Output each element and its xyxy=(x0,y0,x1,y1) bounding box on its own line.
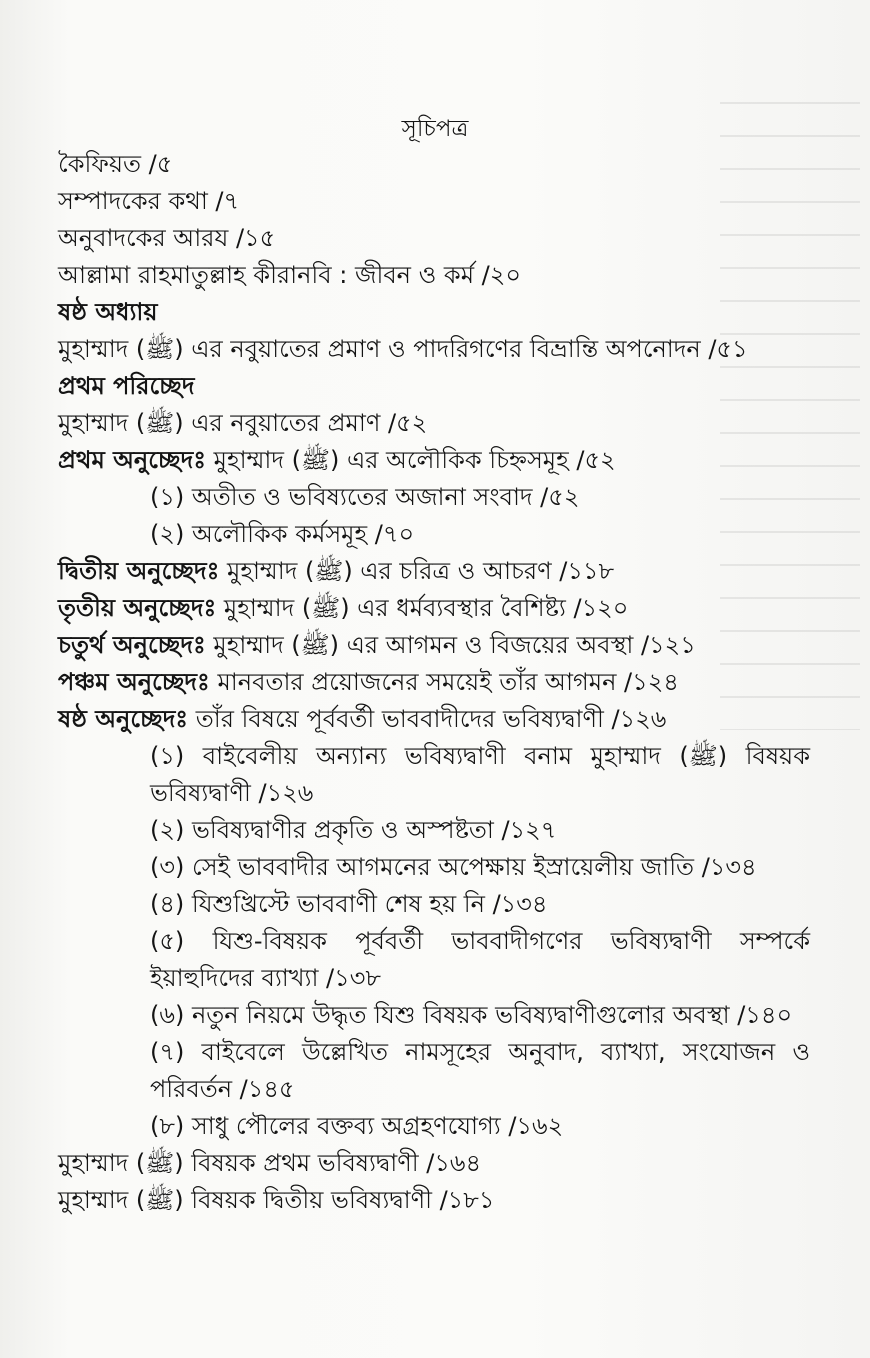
toc-entry xyxy=(150,518,414,550)
toc-entry-text: মুহাম্মাদ (ﷺ) বিষয়ক প্রথম ভবিষ্যদ্বাণী /১৬৪ xyxy=(58,1149,482,1177)
toc-heading xyxy=(58,370,194,402)
toc-entry xyxy=(150,888,547,920)
toc-entry xyxy=(150,851,757,883)
toc-entry xyxy=(58,703,666,735)
toc-entry-label: ষষ্ঠ অনুচ্ছেদঃ xyxy=(58,705,189,733)
toc-entry-text: মুহাম্মাদ (ﷺ) এর অলৌকিক চিহ্নসমূহ /৫২ xyxy=(213,446,616,474)
toc-entry xyxy=(58,666,679,698)
toc-entry xyxy=(150,814,556,846)
toc-entry-label: চতুর্থ অনুচ্ছেদঃ xyxy=(58,631,206,659)
toc-entry-text: মুহাম্মাদ (ﷺ) এর নবুয়াতের প্রমাণ ও পাদরিগণের বিভ্রান্তি অপনোদন /৫১ xyxy=(58,335,748,363)
toc-entry-text: (৮) সাধু পৌলের বক্তব্য অগ্রহণযোগ্য /১৬২ xyxy=(150,1112,564,1140)
toc-entry xyxy=(58,444,616,476)
toc-entry-text: মুহাম্মাদ (ﷺ) এর আগমন ও বিজয়ের অবস্থা /১২১ xyxy=(213,631,696,659)
toc-entry-text: (৭) বাইবেলে উল্লেখিত নামসূহের অনুবাদ, ব্যাখ্যা, সংযোজন ও xyxy=(150,1038,810,1066)
toc-entry-text: (৩) সেই ভাববাদীর আগমনের অপেক্ষায় ইস্রায়েলীয় জাতি /১৩৪ xyxy=(150,853,757,881)
toc-entry-text: তাঁর বিষয়ে পূর্ববর্তী ভাববাদীদের ভবিষ্যদ্বাণী /১২৬ xyxy=(195,705,667,733)
toc-entry-continuation: ভবিষ্যদ্বাণী /১২৬ xyxy=(150,779,314,807)
toc-entry xyxy=(58,407,427,439)
toc-entry-text: মুহাম্মাদ (ﷺ) এর চরিত্র ও আচরণ /১১৮ xyxy=(227,557,615,585)
toc-entry xyxy=(58,185,239,217)
toc-entry xyxy=(58,333,748,365)
toc-entry-text: মুহাম্মাদ (ﷺ) এর নবুয়াতের প্রমাণ /৫২ xyxy=(58,409,428,437)
toc-entry-continuation: ইয়াহুদিদের ব্যাখ্যা /১৩৮ xyxy=(150,964,381,992)
toc-entry-text: মুহাম্মাদ (ﷺ) বিষয়ক দ্বিতীয় ভবিষ্যদ্বাণী /১৮১ xyxy=(58,1186,495,1214)
toc-entry xyxy=(150,1036,810,1068)
toc-entry-text: (৪) যিশুখ্রিস্টে ভাববাণী শেষ হয় নি /১৩৪ xyxy=(150,890,548,918)
toc-entry xyxy=(150,740,810,772)
toc-entry-text: (৫) যিশু-বিষয়ক পূর্ববর্তী ভাববাদীগণের ভবিষ্যদ্বাণী সম্পর্কে xyxy=(150,927,810,955)
toc-entry xyxy=(150,999,792,1031)
toc-entry xyxy=(150,1110,563,1142)
toc-entry-text: (১) অতীত ও ভবিষ্যতের অজানা সংবাদ /৫২ xyxy=(150,483,580,511)
toc-entry xyxy=(58,259,521,291)
toc-entry-text: (১) বাইবেলীয় অন্যান্য ভবিষ্যদ্বাণী বনাম মুহাম্মাদ (ﷺ) বিষয়ক xyxy=(150,742,810,770)
toc-entry xyxy=(150,481,579,513)
toc-entry-text: (৬) নতুন নিয়মে উদ্ধৃত যিশু বিষয়ক ভবিষ্যদ্বাণীগুলোর অবস্থা /১৪০ xyxy=(150,1001,793,1029)
toc-entry-label: প্রথম অনুচ্ছেদঃ xyxy=(58,446,207,474)
toc-entry xyxy=(58,555,614,587)
toc-entry xyxy=(58,222,275,254)
toc-entry xyxy=(58,592,628,624)
toc-entry xyxy=(58,629,696,661)
toc-heading xyxy=(58,296,158,328)
toc-entry-text: সম্পাদকের কথা /৭ xyxy=(58,187,240,215)
toc-entry-label: দ্বিতীয় অনুচ্ছেদঃ xyxy=(58,557,220,585)
toc-entry xyxy=(58,148,172,180)
toc-entry xyxy=(58,1184,494,1216)
toc-entry-text: ষষ্ঠ অধ্যায় xyxy=(58,298,158,326)
toc-entry xyxy=(150,925,810,957)
toc-entry-text: মুহাম্মাদ (ﷺ) এর ধর্মব্যবস্থার বৈশিষ্ট্য /১২০ xyxy=(223,594,629,622)
bleed-through-shadow xyxy=(720,80,860,730)
toc-entry-text: মানবতার প্রয়োজনের সময়েই তাঁর আগমন /১২৪ xyxy=(217,668,679,696)
page-title: সূচিপত্র xyxy=(401,116,469,142)
toc-entry-label: পঞ্চম অনুচ্ছেদঃ xyxy=(58,668,210,696)
toc-entry xyxy=(58,1147,481,1179)
toc-entry-text: (২) অলৌকিক কর্মসমূহ /৭০ xyxy=(150,520,415,548)
toc-entry-text: প্রথম পরিচ্ছেদ xyxy=(58,372,195,400)
toc-entry-text: আল্লামা রাহমাতুল্লাহ কীরানবি : জীবন ও কর্ম /২০ xyxy=(58,261,521,289)
toc-entry-text: অনুবাদকের আরয /১৫ xyxy=(58,224,276,252)
toc-entry-label: তৃতীয় অনুচ্ছেদঃ xyxy=(58,594,217,622)
toc-entry-text: কৈফিয়ত /৫ xyxy=(58,150,173,178)
toc-entry-continuation: পরিবর্তন /১৪৫ xyxy=(150,1075,295,1103)
toc-entry-text: (২) ভবিষ্যদ্বাণীর প্রকৃতি ও অস্পষ্টতা /১২৭ xyxy=(150,816,557,844)
